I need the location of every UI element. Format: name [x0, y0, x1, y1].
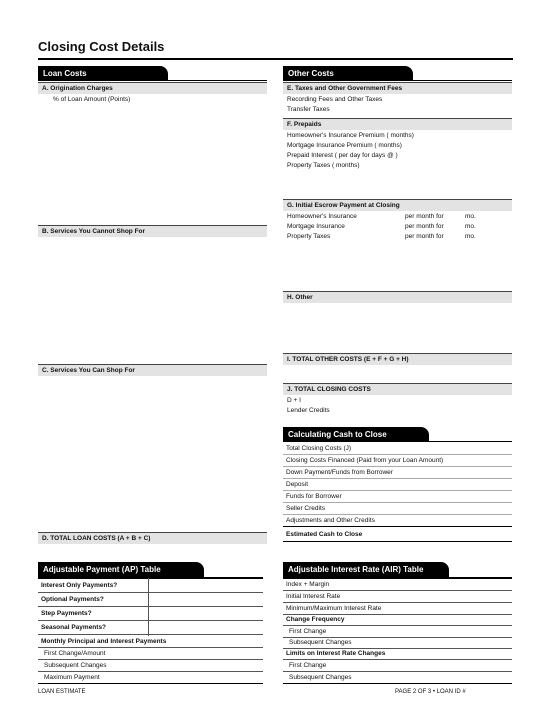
section-e-item: Transfer Taxes [287, 106, 330, 113]
other-costs-tab-line [283, 80, 512, 81]
air-limits-header: Limits on Interest Rate Changes [283, 648, 512, 660]
section-f-header: F. Prepaids [283, 118, 512, 130]
loan-costs-tab-line [38, 80, 267, 81]
ap-row: Seasonal Payments? [38, 621, 263, 635]
other-costs-tab: Other Costs [283, 66, 413, 81]
escrow-mo: mo. [465, 213, 476, 220]
escrow-label: Mortgage Insurance [287, 223, 345, 230]
air-row: Minimum/Maximum Interest Rate [283, 603, 512, 615]
section-f-item: Property Taxes ( months) [287, 162, 360, 169]
footer-right: PAGE 2 OF 3 • LOAN ID # [395, 689, 466, 695]
ap-monthly-row: Subsequent Changes [38, 660, 263, 672]
cash-row: Total Closing Costs (J) [283, 443, 512, 455]
air-row: Index + Margin [283, 579, 512, 591]
section-e-item: Recording Fees and Other Taxes [287, 96, 383, 103]
escrow-per: per month for [405, 223, 444, 230]
air-row: Initial Interest Rate [283, 591, 512, 603]
ap-row: Step Payments? [38, 607, 263, 621]
air-table-tab: Adjustable Interest Rate (AIR) Table [283, 562, 449, 577]
cash-row: Seller Credits [283, 503, 512, 515]
loan-costs-tab: Loan Costs [38, 66, 168, 81]
cash-row: Funds for Borrower [283, 491, 512, 503]
ap-monthly-header: Monthly Principal and Interest Payments [38, 636, 263, 648]
ap-row: Interest Only Payments? [38, 579, 263, 593]
air-change-header: Change Frequency [283, 614, 512, 626]
section-b-header: B. Services You Cannot Shop For [38, 225, 267, 237]
air-change-row: First Change [283, 626, 512, 638]
air-change-row: Subsequent Changes [283, 637, 512, 649]
section-g-header: G. Initial Escrow Payment at Closing [283, 199, 512, 211]
escrow-per: per month for [405, 233, 444, 240]
section-i-header: I. TOTAL OTHER COSTS (E + F + G + H) [283, 353, 512, 365]
section-j-item: Lender Credits [287, 407, 330, 414]
escrow-mo: mo. [465, 233, 476, 240]
ap-row: Optional Payments? [38, 593, 263, 607]
cash-to-close-tab-line [283, 441, 512, 442]
section-f-item: Prepaid Interest ( per day for days @ ) [287, 152, 398, 159]
ap-monthly-row: First Change/Amount [38, 648, 263, 660]
ap-monthly-row: Maximum Payment [38, 672, 263, 684]
section-f-item: Homeowner's Insurance Premium ( months) [287, 132, 414, 139]
section-c-header: C. Services You Can Shop For [38, 364, 267, 376]
escrow-per: per month for [405, 213, 444, 220]
cash-row: Adjustments and Other Credits [283, 515, 512, 527]
cash-row: Down Payment/Funds from Borrower [283, 467, 512, 479]
section-h-header: H. Other [283, 291, 512, 303]
estimated-cash-to-close: Estimated Cash to Close [283, 529, 512, 542]
footer-left: LOAN ESTIMATE [38, 689, 86, 695]
cash-row: Closing Costs Financed (Paid from your Loan Amount) [283, 455, 512, 467]
section-e-header: E. Taxes and Other Government Fees [283, 82, 512, 94]
escrow-label: Homeowner's Insurance [287, 213, 357, 220]
cash-row: Deposit [283, 479, 512, 491]
title-rule [38, 58, 513, 60]
air-limits-row: Subsequent Changes [283, 672, 512, 684]
section-d-header: D. TOTAL LOAN COSTS (A + B + C) [38, 532, 267, 544]
ap-table-tab: Adjustable Payment (AP) Table [38, 562, 204, 577]
section-f-item: Mortgage Insurance Premium ( months) [287, 142, 402, 149]
section-a-header: A. Origination Charges [38, 82, 267, 94]
section-j-item: D + I [287, 397, 301, 404]
air-limits-row: First Change [283, 660, 512, 672]
escrow-label: Property Taxes [287, 233, 331, 240]
escrow-mo: mo. [465, 223, 476, 230]
cash-to-close-tab: Calculating Cash to Close [283, 427, 429, 442]
page-title: Closing Cost Details [38, 39, 165, 54]
section-j-header: J. TOTAL CLOSING COSTS [283, 383, 512, 395]
section-a-item: % of Loan Amount (Points) [53, 96, 131, 103]
